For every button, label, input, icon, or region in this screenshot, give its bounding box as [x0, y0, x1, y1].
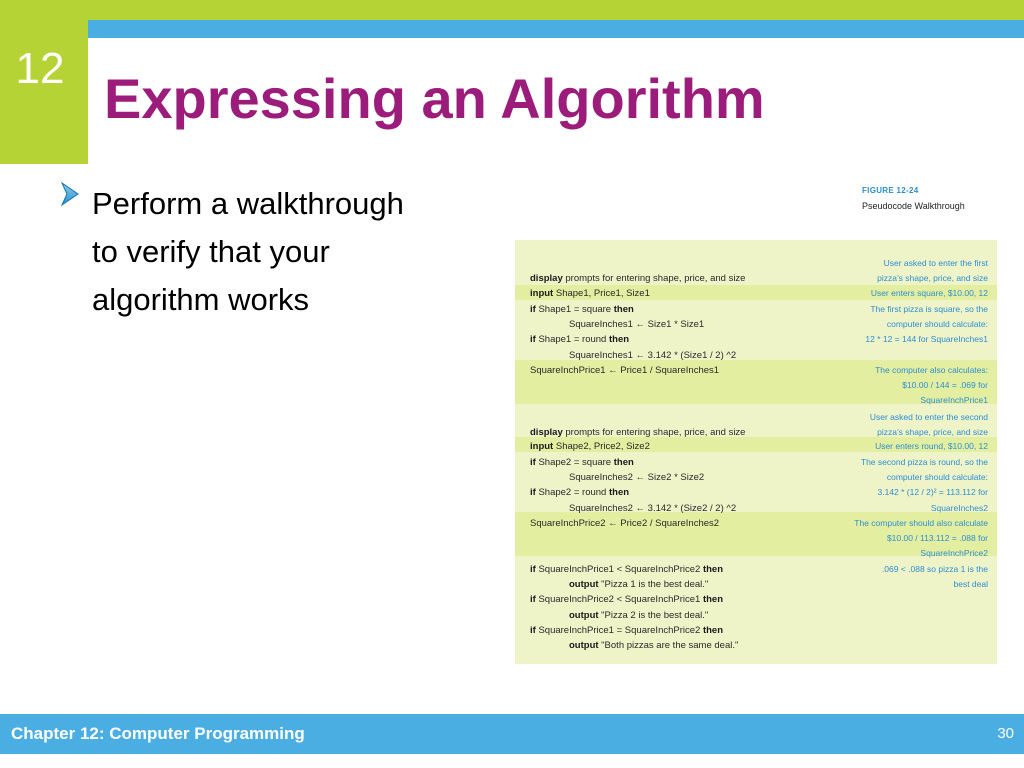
walkthrough-note: The second pizza is round, so the: [860, 457, 988, 467]
chapter-number: 12: [15, 44, 65, 93]
pseudocode-line: [569, 610, 708, 621]
walkthrough-row: [515, 302, 997, 318]
bullet-line: algorithm works: [92, 282, 310, 317]
pseudocode-keyword: if: [530, 487, 536, 498]
bullet-text: [92, 180, 404, 324]
pseudocode-text: Shape1, Price1, Size1: [553, 288, 650, 299]
walkthrough-row: [515, 410, 997, 426]
walkthrough-note: SquareInchPrice1: [920, 395, 988, 405]
footer-chapter-title: Chapter 12: Computer Programming: [11, 724, 305, 743]
walkthrough-row: [515, 363, 997, 379]
pseudocode-text: SquareInches1 ← Size1 * Size1: [569, 319, 705, 330]
walkthrough-note: User enters round, $10.00, 12: [875, 441, 988, 451]
walkthrough-row: [515, 317, 997, 333]
pseudocode-text: SquareInchPrice2 < SquareInchPrice1: [535, 594, 703, 605]
walkthrough-row: [515, 592, 997, 608]
walkthrough-note: SquareInches2: [930, 503, 988, 513]
pseudocode-keyword: then: [608, 334, 630, 345]
pseudocode-keyword: if: [530, 457, 536, 468]
walkthrough-row: [515, 439, 997, 455]
walkthrough-row: [515, 485, 997, 501]
walkthrough-note: pizza’s shape, price, and size: [877, 427, 988, 437]
pseudocode-line: [569, 350, 736, 361]
pseudocode-line: [569, 503, 736, 514]
pseudocode-line: [530, 273, 745, 284]
pseudocode-line: [569, 319, 704, 330]
walkthrough-note: best deal: [953, 579, 988, 589]
pseudocode-line: [530, 518, 719, 529]
pseudocode-line: [569, 579, 708, 590]
figure-caption: [862, 186, 965, 211]
pseudocode-keyword: then: [702, 594, 724, 605]
walkthrough-note: The computer also calculates:: [875, 365, 988, 375]
pseudocode-line: [530, 365, 719, 376]
arrow-bullet-icon: [58, 180, 92, 324]
pseudocode-line: [530, 288, 650, 299]
bullet-line: to verify that your: [92, 234, 330, 269]
walkthrough-row: [515, 516, 997, 532]
pseudocode-keyword: if: [530, 564, 536, 575]
pseudocode-keyword: then: [608, 487, 630, 498]
pseudocode-line: [530, 304, 634, 315]
pseudocode-text: SquareInchPrice1 < SquareInchPrice2: [535, 564, 703, 575]
top-accent-bar: [0, 0, 1024, 20]
walkthrough-row: [515, 348, 997, 364]
pseudocode-line: [530, 457, 634, 468]
pseudocode-keyword: if: [530, 594, 536, 605]
pseudocode-keyword: input: [530, 441, 554, 452]
walkthrough-note: The computer should also calculate: [854, 518, 988, 528]
slide-title: Expressing an Algorithm: [104, 67, 765, 130]
walkthrough-row: [515, 562, 997, 578]
walkthrough-note: 12 * 12 = 144 for SquareInches1: [865, 334, 988, 344]
pseudocode-text: "Pizza 1 is the best deal.": [598, 579, 709, 590]
walkthrough-note: User asked to enter the second: [869, 412, 988, 422]
pseudocode-text: SquareInchPrice2 ← Price2 / SquareInches2: [530, 518, 720, 529]
walkthrough-row: [515, 332, 997, 348]
walkthrough-row: [515, 501, 997, 517]
pseudocode-text: "Pizza 2 is the best deal.": [598, 610, 709, 621]
bullet-point: [58, 180, 488, 324]
walkthrough-row: [515, 470, 997, 486]
pseudocode-line: [530, 487, 629, 498]
walkthrough-row: [515, 623, 997, 639]
pseudocode-text: prompts for entering shape, price, and size: [562, 427, 746, 438]
walkthrough-row: [515, 455, 997, 471]
walkthrough-note: computer should calculate:: [886, 472, 988, 482]
pseudocode-text: SquareInches1 ← 3.142 * (Size1 / 2) ^2: [569, 350, 737, 361]
pseudocode-text: Shape2 = round: [535, 487, 609, 498]
pseudocode-keyword: then: [613, 304, 634, 315]
pseudocode-keyword: display: [530, 273, 563, 284]
walkthrough-note: .069 < .088 so pizza 1 is the: [881, 564, 988, 574]
walkthrough-row: [515, 546, 997, 562]
walkthrough-note: SquareInchPrice2: [920, 548, 988, 558]
pseudocode-keyword: if: [530, 625, 536, 636]
pseudocode-line: [569, 472, 704, 483]
pseudocode-line: [569, 640, 738, 651]
walkthrough-note: User asked to enter the first: [883, 258, 988, 268]
walkthrough-row: [515, 256, 997, 272]
walkthrough-row: [515, 638, 997, 654]
bullet-line: Perform a walkthrough: [92, 186, 404, 221]
walkthrough-row: [515, 531, 997, 547]
pseudocode-keyword: then: [702, 564, 724, 575]
pseudocode-keyword: if: [530, 334, 536, 345]
walkthrough-note: $10.00 / 113.112 = .088 for: [886, 533, 988, 543]
walkthrough-note: $10.00 / 144 = .069 for: [902, 380, 988, 390]
pseudocode-keyword: display: [530, 427, 563, 438]
pseudocode-line: [530, 564, 723, 575]
pseudocode-line: [530, 427, 745, 438]
figure-label: FIGURE 12-24: [862, 186, 919, 195]
pseudocode-text: "Both pizzas are the same deal.": [598, 640, 739, 651]
walkthrough-row: [515, 286, 997, 302]
pseudocode-keyword: input: [530, 288, 554, 299]
pseudocode-text: SquareInchPrice1 = SquareInchPrice2: [535, 625, 703, 636]
footer-bar: [0, 714, 1024, 754]
walkthrough-row: [515, 393, 997, 409]
pseudocode-line: [530, 594, 723, 605]
walkthrough-row: [515, 577, 997, 593]
pseudocode-text: Shape2, Price2, Size2: [553, 441, 650, 452]
page-number: 30: [997, 725, 1014, 742]
pseudocode-text: Shape2 = square: [535, 457, 614, 468]
pseudocode-keyword: then: [702, 625, 724, 636]
walkthrough-row: [515, 271, 997, 287]
pseudocode-text: SquareInchPrice1 ← Price1 / SquareInches1: [530, 365, 720, 376]
walkthrough-note: The first pizza is square, so the: [870, 304, 988, 314]
pseudocode-line: [530, 334, 629, 345]
pseudocode-text: SquareInches2 ← Size2 * Size2: [569, 472, 705, 483]
pseudocode-text: SquareInches2 ← 3.142 * (Size2 / 2) ^2: [569, 503, 737, 514]
walkthrough-note: pizza’s shape, price, and size: [877, 273, 988, 283]
pseudocode-line: [530, 441, 650, 452]
walkthrough-row: [515, 378, 997, 394]
pseudocode-keyword: if: [530, 304, 536, 315]
pseudocode-keyword: output: [569, 579, 599, 590]
pseudocode-text: Shape1 = round: [535, 334, 609, 345]
pseudocode-text: Shape1 = square: [535, 304, 614, 315]
pseudocode-keyword: output: [569, 640, 599, 651]
pseudocode-line: [530, 625, 723, 636]
header-blue-stripe: [88, 20, 1024, 38]
figure-title: Pseudocode Walkthrough: [862, 201, 965, 211]
walkthrough-note: User enters square, $10.00, 12: [870, 288, 988, 298]
walkthrough-row: [515, 608, 997, 624]
pseudocode-keyword: then: [613, 457, 634, 468]
walkthrough-note: 3.142 * (12 / 2)² = 113.112 for: [877, 487, 988, 497]
pseudocode-text: prompts for entering shape, price, and size: [562, 273, 746, 284]
pseudocode-keyword: output: [569, 610, 599, 621]
walkthrough-note: computer should calculate:: [886, 319, 988, 329]
pseudocode-walkthrough-figure: [515, 240, 997, 664]
